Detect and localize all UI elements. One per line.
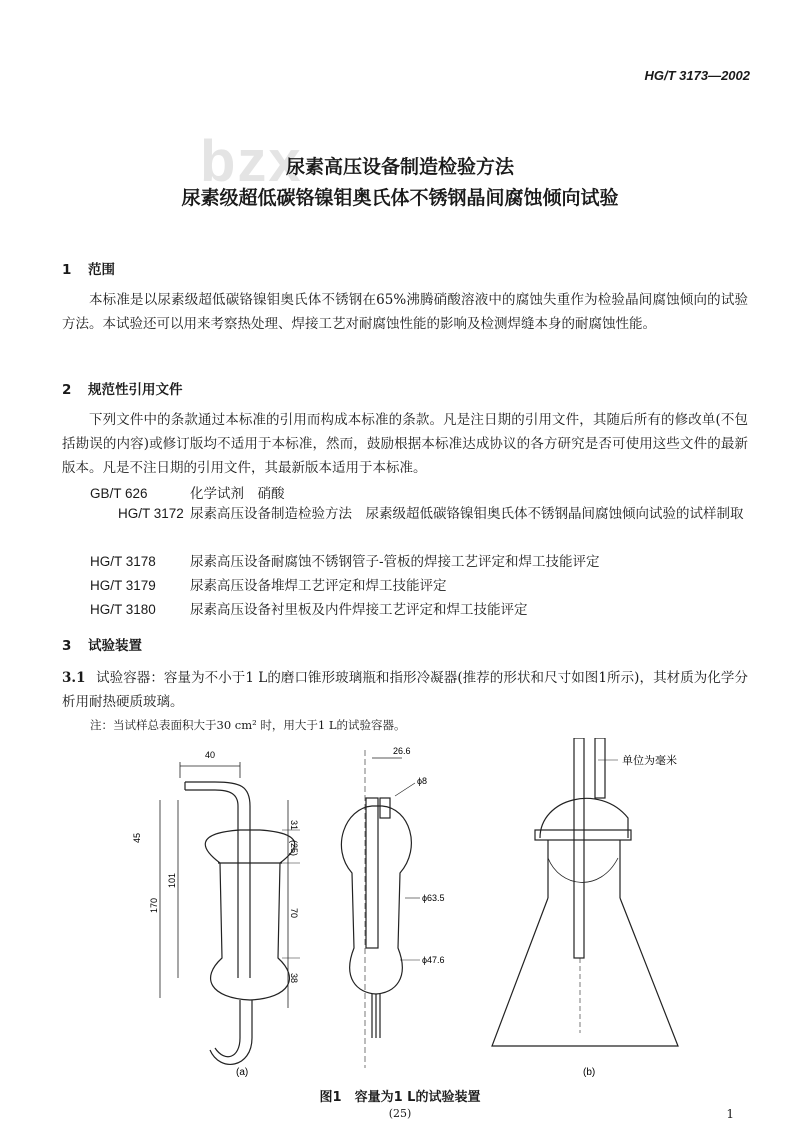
ref-title: 尿素高压设备耐腐蚀不锈钢管子-管板的焊接工艺评定和焊工技能评定 [190,554,600,570]
page-code: (25) [388,1107,412,1120]
section-2-heading [62,378,183,398]
figure-b-flask [492,738,678,1046]
dim-47-6: ϕ47.6 [422,955,445,965]
ref-title: 尿素高压设备制造检验方法 尿素级超低碳铬镍钼奥氏体不锈钢晶间腐蚀倾向试验的试样制取 [190,506,744,522]
figure-label-a: (a) [236,1067,249,1078]
dim-45: 45 [132,832,142,843]
clause-number: 3.1 [62,670,86,686]
ref-title: 尿素高压设备衬里板及内件焊接工艺评定和焊工技能评定 [190,602,528,618]
section-1-text: 本标准是以尿素级超低碳铬镍钼奥氏体不锈钢在65%沸腾硝酸溶液中的腐蚀失重作为检验晶间腐蚀倾向的试验方法。本试验还可以用来考察热处理、焊接工艺对耐腐蚀性能的影响及检测焊缝本身的耐腐蚀性能。 [62,292,748,332]
dim-170: 170 [149,897,159,913]
section-2-text: 下列文件中的条款通过本标准的引用而构成本标准的条款。凡是注日期的引用文件，其随后所有的修改单(不包括勘误的内容)或修订版均不适用于本标准，然而，鼓励根据本标准达成协议的各方研究是否可使用这些文件的最新版本。凡是不注日期的引用文件，其最新版本适用于本标准。 [62,412,748,476]
title-line-2: 尿素级超低碳铬镍钼奥氏体不锈钢晶间腐蚀倾向试验 [181,187,619,209]
section-3-heading [62,634,142,654]
ref-code: HG/T 3178 [90,554,156,569]
ref-item [62,502,748,526]
ref-item [90,550,600,570]
section-title: 范围 [88,262,115,278]
ref-code: GB/T 626 [90,486,148,501]
section-1-heading [62,258,115,278]
figure-a-condenser [160,762,300,1064]
title-line-1: 尿素高压设备制造检验方法 [285,156,514,178]
figure-caption: 图1 容量为1 L的试验装置 [319,1090,481,1105]
ref-item [90,598,528,618]
figure-a-side-view [341,750,420,1068]
section-number: 3 [62,638,72,654]
watermark: bzx [200,129,303,194]
dim-31: 31 [289,820,299,831]
section-number: 2 [62,382,72,398]
dim-70: 70 [289,908,299,919]
ref-code: HG/T 3180 [90,602,156,617]
dim-26-6: 26.6 [393,746,411,756]
section-title: 规范性引用文件 [88,382,183,398]
page-number: 1 [726,1107,734,1121]
dim-40: 40 [205,750,216,760]
ref-item [90,482,285,502]
clause-text: 试验容器：容量为不小于1 L的磨口锥形玻璃瓶和指形冷凝器(推荐的形状和尺寸如图1所示)，其材质为化学分析用耐热硬质玻璃。 [62,670,748,710]
dim-38: 38 [289,973,299,984]
ref-code: HG/T 3172 [118,506,184,521]
section-number: 1 [62,262,72,278]
dim-8: ϕ8 [417,776,428,786]
unit-label: 单位为毫米 [622,754,677,767]
figure-label-b: (b) [583,1067,596,1078]
dim-63-5: ϕ63.5 [422,893,445,903]
section-title: 试验装置 [88,638,142,654]
dim-25: (25) [289,840,299,857]
test-apparatus-figure [0,738,800,1083]
ref-code: HG/T 3179 [90,578,156,593]
standard-number: HG/T 3173—2002 [644,68,750,83]
ref-title: 化学试剂 硝酸 [190,486,285,502]
dim-101: 101 [167,872,177,888]
note: 注：当试样总表面积大于30 cm² 时，用大于1 L的试验容器。 [90,718,406,732]
ref-item [90,574,447,594]
ref-title: 尿素高压设备堆焊工艺评定和焊工技能评定 [190,578,447,594]
clause-3-1 [62,666,748,714]
